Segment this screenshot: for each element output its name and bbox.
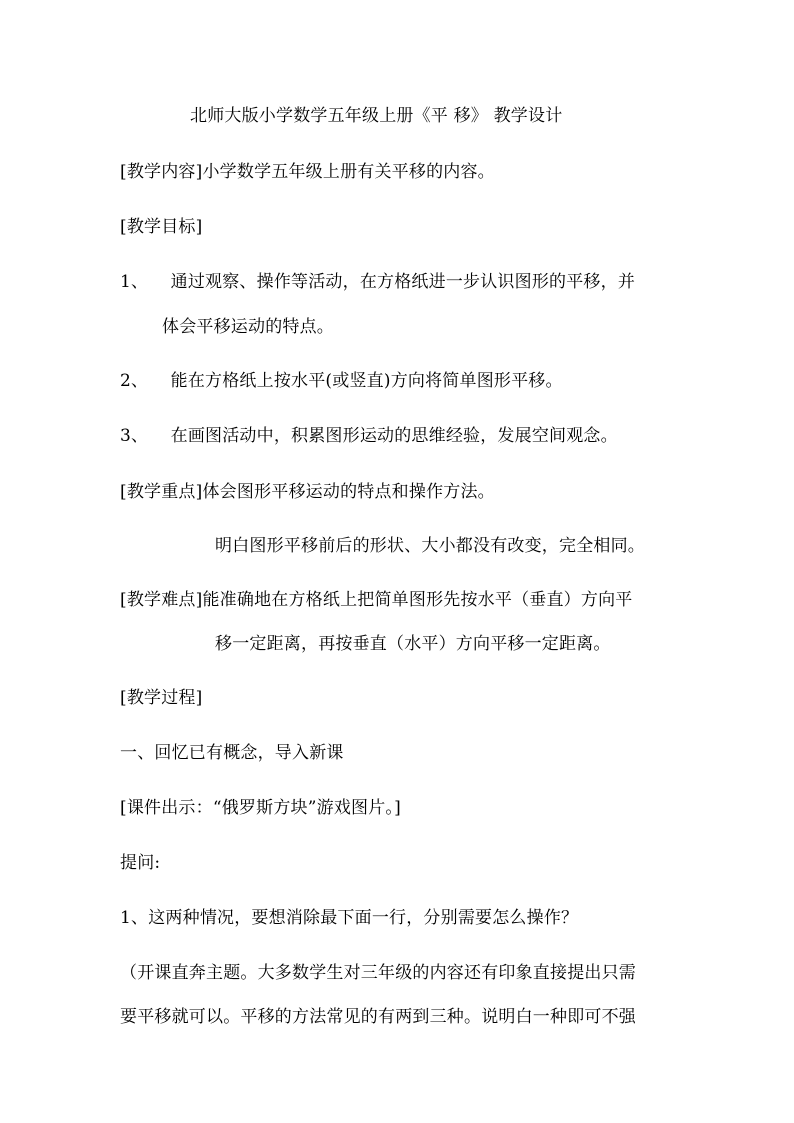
difficulty-continued: 移一定距离，再按垂直（水平）方向平移一定距离。: [215, 634, 611, 654]
goal-item-1-continued: 体会平移运动的特点。: [162, 317, 334, 337]
question-1: 1、这两种情况，要想消除最下面一行，分别需要怎么操作？: [120, 908, 579, 928]
section-one-heading: 一、回忆已有概念，导入新课: [120, 743, 344, 763]
teaching-process-heading: [教学过程]: [120, 688, 203, 708]
teaching-difficulty-line: [教学难点]能准确地在方格纸上把简单图形先按水平（垂直）方向平: [120, 590, 633, 610]
teaching-key-point-line: [教学重点]体会图形平移运动的特点和操作方法。: [120, 482, 495, 502]
courseware-display-line: [课件出示：“俄罗斯方块”游戏图片。]: [120, 798, 401, 818]
goal-item-3: 3、 在画图活动中，积累图形运动的思维经验，发展空间观念。: [120, 426, 618, 446]
teaching-content-line: [教学内容]小学数学五年级上册有关平移的内容。: [120, 162, 495, 182]
document-title: 北师大版小学数学五年级上册《平 移》 教学设计: [190, 106, 563, 126]
key-point-continued: 明白图形平移前后的形状、大小都没有改变，完全相同。: [215, 536, 645, 556]
question-label: 提问:: [120, 853, 161, 873]
note-paragraph-line-1: （开课直奔主题。大多数学生对三年级的内容还有印象直接提出只需: [120, 963, 636, 983]
goal-item-2: 2、 能在方格纸上按水平(或竖直)方向将简单图形平移。: [120, 371, 563, 391]
note-paragraph-line-2: 要平移就可以。平移的方法常见的有两到三种。说明白一种即可不强: [120, 1007, 636, 1027]
teaching-goals-heading: [教学目标]: [120, 217, 203, 237]
goal-item-1: 1、 通过观察、操作等活动，在方格纸进一步认识图形的平移，并: [120, 272, 636, 292]
